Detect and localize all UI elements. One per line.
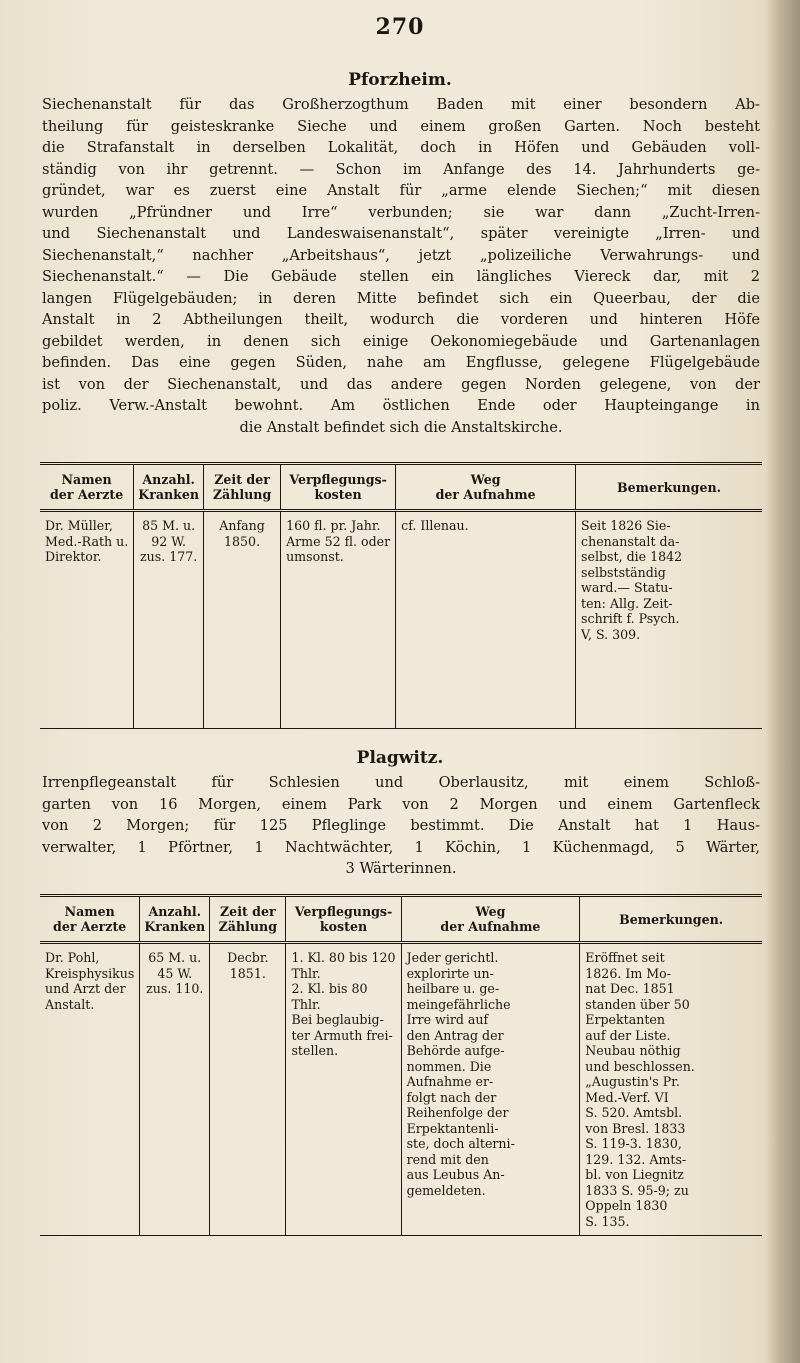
- cell-admission-route: [401, 943, 580, 1236]
- cell-line: meingefährliche: [406, 996, 511, 1012]
- column-header-physician-name: [40, 464, 134, 511]
- cell-line: stellen.: [291, 1043, 339, 1058]
- header-text: Verpflegungs-: [294, 904, 393, 919]
- cell-line: Erpektantenli-: [406, 1120, 499, 1136]
- text-line: von 2 Morgen; für 125 Pfleglinge bestimmt. Die Anstalt hat 1 Haus-: [42, 817, 760, 834]
- column-header-count-date: [204, 464, 281, 511]
- text-line: Siechenanstalt.“ — Die Gebäude stellen ein längliches Viereck dar, mit 2: [42, 268, 760, 285]
- register-table-pforzheim: [40, 462, 762, 729]
- cell-remarks: [576, 511, 762, 729]
- register-table-plagwitz: [40, 894, 762, 1236]
- text-line: poliz. Verw.-Anstalt bewohnt. Am östlichen Ende oder Haupteingange in: [42, 397, 760, 414]
- cell-line: Eröffnet seit: [585, 950, 665, 965]
- text-line: langen Flügelgebäuden; in deren Mitte befindet sich ein Queerbau, der die: [42, 289, 760, 307]
- text-line: Siechenanstalt,“ nachher „Arbeitshaus“, jetzt „polizeiliche Verwahrungs- und: [42, 246, 760, 264]
- cell-line: heilbare u. ge-: [406, 981, 500, 996]
- cell-line: Arme 52 fl. oder: [286, 533, 391, 549]
- header-text: Anzahl.: [142, 472, 195, 487]
- cell-line: ter Armuth frei-: [291, 1027, 393, 1043]
- text-line: ist von der Siechenanstalt, und das andere gegen Norden gelegene, von der: [42, 375, 760, 393]
- text-line: befinden. Das eine gegen Süden, nahe am Engflusse, gelegene Flügelgebäude: [42, 354, 760, 371]
- cell-care-costs: [286, 943, 401, 1236]
- text-line: und Siechenanstalt und Landeswaisenanstalt“, später vereinigte „Irren- und: [42, 225, 760, 242]
- cell-line: zus. 110.: [146, 981, 204, 996]
- cell-line: nommen. Die: [406, 1058, 492, 1074]
- header-text: der Aerzte: [50, 487, 124, 502]
- cell-line: 160 fl. pr. Jahr.: [286, 518, 381, 533]
- header-text: Kranken: [138, 487, 200, 502]
- header-text: Namen: [64, 904, 115, 919]
- header-text: Bemerkungen.: [619, 911, 724, 927]
- header-text: Weg: [475, 904, 506, 919]
- cell-line: 85 M. u.: [142, 518, 196, 533]
- column-header-patient-count: [134, 464, 204, 511]
- text-line: ständig von ihr getrennt. — Schon im Anfange des 14. Jahrhunderts ge-: [42, 160, 760, 178]
- header-text: Zählung: [218, 919, 278, 934]
- cell-line: 1826. Im Mo-: [585, 965, 671, 981]
- header-text: Zeit der: [214, 472, 270, 487]
- cell-line: S. 119-3. 1830,: [585, 1136, 682, 1151]
- cell-care-costs: [281, 511, 396, 729]
- text-line: gebildet werden, in denen sich einige Oekonomiegebäude und Gartenanlagen: [42, 332, 760, 350]
- cell-line: 92 W.: [151, 533, 187, 549]
- column-header-remarks: [576, 464, 762, 511]
- header-text: Zählung: [212, 487, 272, 502]
- cell-line: Med.-Verf. VI: [585, 1089, 669, 1105]
- cell-line: Neubau nöthig: [585, 1043, 681, 1058]
- cell-line: zus. 177.: [140, 549, 198, 564]
- cell-line: Aufnahme er-: [406, 1074, 494, 1089]
- cell-line: 65 M. u.: [148, 950, 202, 965]
- text-line: die Strafanstalt in derselben Lokalität, doch in Höfen und Gebäuden voll-: [42, 139, 760, 156]
- cell-line: Thlr.: [291, 996, 321, 1012]
- cell-physician-name: [40, 511, 134, 729]
- cell-line: „Augustin's Pr.: [585, 1074, 680, 1089]
- cell-line: nat Dec. 1851: [585, 981, 675, 996]
- cell-line: ward.— Statu-: [581, 580, 673, 595]
- section-title-pforzheim: Pforzheim.: [348, 70, 452, 90]
- cell-line: Jeder gerichtl.: [406, 950, 499, 965]
- cell-line: und beschlossen.: [585, 1058, 695, 1074]
- page-edge-shadow: [766, 0, 800, 1363]
- cell-patient-count: [134, 511, 204, 729]
- cell-line: standen über 50: [585, 996, 690, 1012]
- cell-line: 2. Kl. bis 80: [291, 981, 368, 996]
- cell-line: Dr. Pohl,: [45, 950, 100, 965]
- cell-line: ste, doch alterni-: [406, 1136, 515, 1151]
- cell-line: Decbr.: [227, 950, 269, 965]
- cell-physician-name: [40, 943, 140, 1236]
- cell-line: V, S. 309.: [581, 626, 641, 642]
- text-line: Irrenpflegeanstalt für Schlesien und Oberlausitz, mit einem Schloß-: [42, 774, 760, 791]
- cell-line: Bei beglaubig-: [291, 1012, 384, 1027]
- cell-line: Oppeln 1830: [585, 1198, 668, 1213]
- cell-count-date: [204, 511, 281, 729]
- cell-admission-route: [396, 511, 576, 729]
- cell-line: Erpektanten: [585, 1012, 665, 1027]
- page-number: 270: [375, 14, 425, 40]
- text-line: 3 Wärterinnen.: [345, 860, 457, 877]
- cell-line: rend mit den: [406, 1151, 489, 1167]
- header-text: der Aerzte: [53, 919, 127, 934]
- text-line: garten von 16 Morgen, einem Park von 2 Morgen und einem Gartenfleck: [42, 795, 760, 813]
- cell-remarks: [580, 943, 762, 1236]
- cell-line: gemeldeten.: [406, 1182, 486, 1198]
- column-header-remarks: [580, 896, 762, 943]
- cell-line: 1851.: [229, 965, 266, 981]
- header-text: Anzahl.: [148, 904, 202, 919]
- cell-line: 1. Kl. 80 bis 120: [291, 950, 396, 965]
- paragraph-plagwitz: [42, 772, 760, 880]
- cell-line: 129. 132. Amts-: [585, 1151, 687, 1167]
- cell-line: aus Leubus An-: [406, 1167, 505, 1182]
- cell-line: Thlr.: [291, 965, 321, 981]
- cell-line: S. 135.: [585, 1213, 630, 1229]
- cell-line: Seit 1826 Sie-: [581, 518, 671, 533]
- cell-line: selbstständig: [581, 564, 666, 580]
- text-line: Siechenanstalt für das Großherzogthum Baden mit einer besondern Ab-: [42, 96, 760, 113]
- header-text: Namen: [61, 472, 112, 487]
- header-text: Bemerkungen.: [617, 479, 722, 495]
- cell-line: Dr. Müller,: [45, 518, 113, 533]
- cell-line: bl. von Liegnitz: [585, 1167, 684, 1182]
- section-title-plagwitz: Plagwitz.: [356, 748, 444, 768]
- header-text: Zeit der: [219, 904, 276, 919]
- cell-line: folgt nach der: [406, 1089, 497, 1105]
- text-line: die Anstalt befindet sich die Anstaltskirche.: [239, 418, 563, 436]
- column-header-patient-count: [140, 896, 210, 943]
- text-line: theilung für geisteskranke Sieche und einem großen Garten. Noch besteht: [42, 117, 760, 135]
- cell-line: Reihenfolge der: [406, 1105, 509, 1120]
- text-line: verwalter, 1 Pförtner, 1 Nachtwächter, 1 Köchin, 1 Küchenmagd, 5 Wärter,: [42, 838, 760, 856]
- header-text: Weg: [470, 472, 501, 487]
- cell-line: umsonst.: [286, 549, 344, 564]
- column-header-care-costs: [281, 464, 396, 511]
- paragraph-pforzheim: [42, 94, 760, 438]
- column-header-admission-route: [401, 896, 580, 943]
- cell-line: ten: Allg. Zeit-: [581, 595, 673, 611]
- cell-patient-count: [140, 943, 210, 1236]
- cell-line: 1850.: [224, 533, 261, 549]
- header-text: kosten: [319, 919, 368, 934]
- cell-line: schrift f. Psych.: [581, 611, 680, 626]
- cell-line: Anfang: [219, 518, 265, 533]
- column-header-care-costs: [286, 896, 401, 943]
- header-text: der Aufnahme: [435, 487, 536, 502]
- cell-line: auf der Liste.: [585, 1027, 671, 1043]
- cell-line: Med.-Rath u.: [45, 533, 129, 549]
- header-text: der Aufnahme: [440, 919, 541, 934]
- column-header-physician-name: [40, 896, 140, 943]
- cell-line: selbst, die 1842: [581, 549, 683, 564]
- cell-line: 1833 S. 95-9; zu: [585, 1182, 689, 1198]
- cell-line: Kreisphysikus: [45, 965, 135, 981]
- header-text: kosten: [314, 487, 362, 502]
- text-line: gründet, war es zuerst eine Anstalt für „arme elende Siechen;“ mit diesen: [42, 182, 760, 199]
- header-text: Verpflegungs-: [289, 472, 387, 487]
- cell-line: Behörde aufge-: [406, 1043, 505, 1058]
- cell-line: Anstalt.: [45, 996, 95, 1012]
- text-line: wurden „Pfründner und Irre“ verbunden; sie war dann „Zucht-Irren-: [42, 203, 760, 221]
- cell-line: Irre wird auf: [406, 1012, 489, 1027]
- cell-line: den Antrag der: [406, 1027, 504, 1043]
- cell-line: und Arzt der: [45, 981, 126, 996]
- column-header-count-date: [210, 896, 286, 943]
- column-header-admission-route: [396, 464, 576, 511]
- cell-line: von Bresl. 1833: [585, 1120, 686, 1136]
- cell-line: explorirte un-: [406, 965, 494, 981]
- cell-line: Direktor.: [45, 549, 102, 564]
- cell-line: S. 520. Amtsbl.: [585, 1105, 683, 1120]
- header-text: Kranken: [144, 919, 206, 934]
- cell-count-date: [210, 943, 286, 1236]
- cell-line: chenanstalt da-: [581, 533, 680, 549]
- text-line: Anstalt in 2 Abtheilungen theilt, wodurch die vorderen und hinteren Höfe: [42, 311, 760, 328]
- cell-line: 45 W.: [157, 965, 193, 981]
- cell-line: cf. Illenau.: [401, 518, 469, 533]
